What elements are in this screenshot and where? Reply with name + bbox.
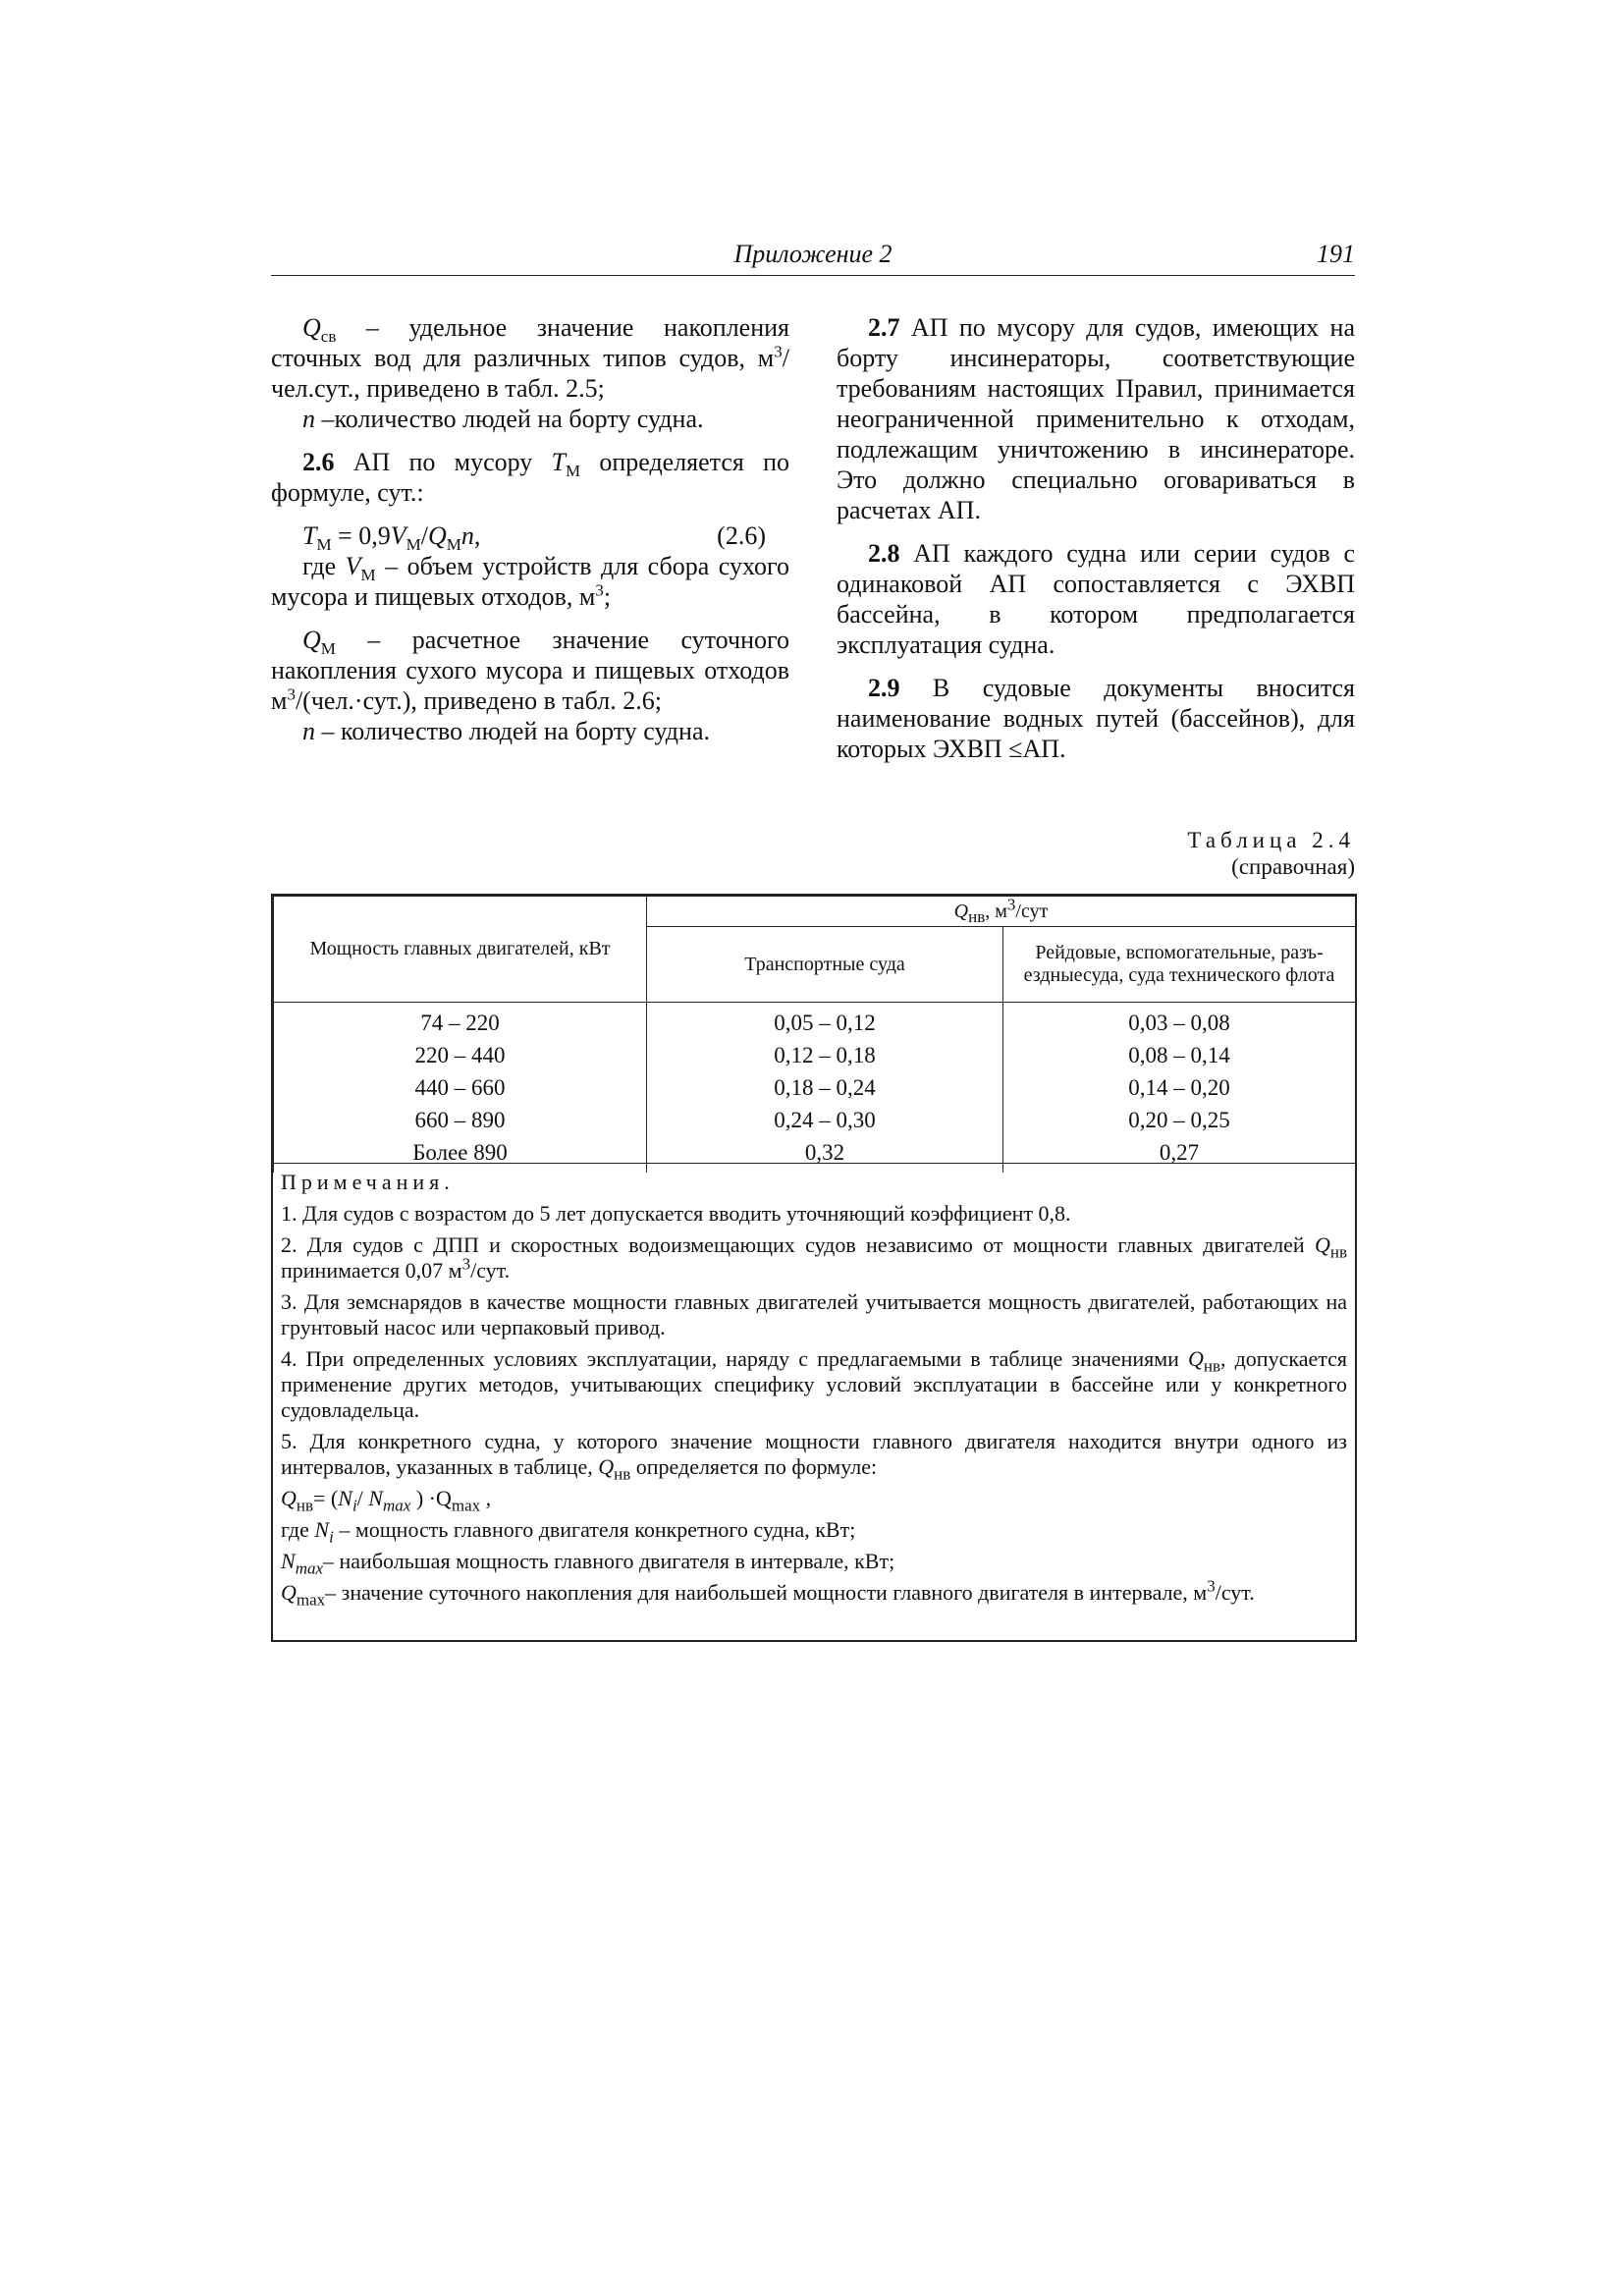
header-power: Мощность главных двигателей, кВт [274, 897, 647, 1003]
column-roadstead [1003, 1003, 1356, 1174]
table-cell: 0,18 – 0,24 [774, 1075, 876, 1100]
paragraph-2-7: 2.7 АП по мусору для судов, имеющих на борту инсинераторы, соответствующие требованиям настоящих Правил, принимается неограниченной применительно к отходам, подлежащим уничтожению в инсинераторе. Это должно специально оговариваться в расчетах АП. [837, 313, 1355, 524]
table-cell: 0,24 – 0,30 [774, 1108, 876, 1132]
table-cell: 0,03 – 0,08 [1128, 1011, 1230, 1035]
left-column [271, 312, 789, 746]
note-qmax: $Q_{max}-$ значение суточного накопления для наибольшей мощности главного двигателя в интервале, $м^3$/сут. [281, 1576, 1255, 1610]
table-cell: 440 – 660 [414, 1075, 506, 1100]
header-qnv: $Q_{нв}$, $м^3$/сут [647, 897, 1356, 927]
table-cell: 0,12 – 0,18 [774, 1043, 876, 1067]
table-note: (справочная) [1231, 854, 1355, 879]
table-cell: 74 – 220 [420, 1011, 500, 1035]
note-1: 1. Для судов с возрастом до 5 лет допускается вводить уточняющий коэффициент 0,8. [281, 1201, 1071, 1226]
page-number: 191 [1317, 240, 1355, 268]
table-cell: Более 890 [412, 1140, 508, 1165]
column-power [274, 1003, 647, 1174]
table-body [274, 1003, 1356, 1174]
paragraph-qsv: $Q_{св}$ – удельное значение накопления сточных вод для различных типов судов, $м^3/чел.сут$., приведено в табл. 2.5; [271, 313, 789, 403]
note-formula: $Q_{нв}= (N_i/$ $N_{max}$ ) $\cdot Q_{max}$ , [281, 1486, 492, 1515]
paragraph-n-people: n –количество людей на борту судна. [302, 405, 704, 433]
note-4: 4. При определенных условиях эксплуатации, наряду с предлагаемыми в таблице значениями $Q_{нв}$, допускается применение других методов, учитывающих специфику условий эксплуатации в бассейне или у конкретного судовладельца. [281, 1346, 1347, 1422]
table-cell: 0,08 – 0,14 [1128, 1043, 1230, 1067]
paragraph-qm: $Q_М$ – расчетное значение суточного накопления сухого мусора и пищевых отходов $м^3/(чел.\cdot сут.)$, приведено в табл. 2.6; [271, 626, 789, 715]
table-cell: 660 – 890 [414, 1108, 506, 1132]
paragraph-vm: где $V_М$ – объем устройств для сбора сухого мусора и пищевых отходов, $м^3$; [271, 552, 789, 611]
header-transport: Транспортные суда [647, 927, 1003, 1003]
paragraph-n-people-2: n – количество людей на борту судна. [302, 717, 710, 745]
note-2: 2. Для судов с ДПП и скоростных водоизмещающих судов независимо от мощности главных двигателей $Q_{нв}$ принимается 0,07 $м^3$/сут. [281, 1232, 1347, 1283]
table-caption [1187, 827, 1355, 880]
right-column [837, 312, 1355, 764]
paragraph-2-8: 2.8 АП каждого судна или серии судов с одинаковой АП сопоставляется с ЭХВП бассейна, в котором предполагается эксплуатация судна. [837, 539, 1355, 659]
notes-heading: Примечания. [281, 1170, 455, 1194]
column-transport [647, 1003, 1003, 1174]
table-cell: 0,05 – 0,12 [774, 1011, 876, 1035]
formula-2-6: $T_М = 0,9V_М/Q_Мn$, (2.6) [302, 521, 766, 555]
note-3: 3. Для земснарядов в качестве мощности главных двигателей учитывается мощность двигателей, работающих на грунтовый насос или черпаковый привод. [281, 1289, 1347, 1339]
table-cell: 220 – 440 [414, 1043, 506, 1067]
page-header [271, 240, 1355, 276]
header-roadstead: Рейдовые, вспомогательные, разъ-ездныесуда, суда технического флота [1003, 927, 1356, 1003]
table-cell: 0,32 [804, 1140, 845, 1165]
table-cell: 0,14 – 0,20 [1128, 1075, 1230, 1100]
note-where-ni: где $N_i$ – мощность главного двигателя конкретного судна, кВт; [281, 1517, 856, 1547]
paragraph-2-6: 2.6 АП по мусору $T_М$ определяется по формуле, сут.: [271, 448, 789, 507]
data-table [273, 896, 1356, 1173]
note-5: 5. Для конкретного судна, у которого значение мощности главного двигателя находится внутри одного из интервалов, указанных в таблице, $Q_{нв}$ определяется по формуле: [281, 1429, 1347, 1484]
table-cell: 0,20 – 0,25 [1128, 1108, 1230, 1132]
running-title: Приложение 2 [733, 240, 893, 268]
note-nmax: $N_{max}-$ наибольшая мощность главного двигателя в интервале, кВт; [281, 1549, 895, 1578]
table-label: Таблица 2.4 [1187, 828, 1355, 852]
table-2-4 [271, 894, 1357, 1642]
table-cell: 0,27 [1159, 1140, 1200, 1165]
table-notes [273, 1163, 1355, 1612]
paragraph-2-9: 2.9 В судовые документы вносится наименование водных путей (бассейнов), для которых ЭХВП ≤АП. [837, 674, 1355, 763]
equation-number: (2.6) [717, 521, 766, 550]
